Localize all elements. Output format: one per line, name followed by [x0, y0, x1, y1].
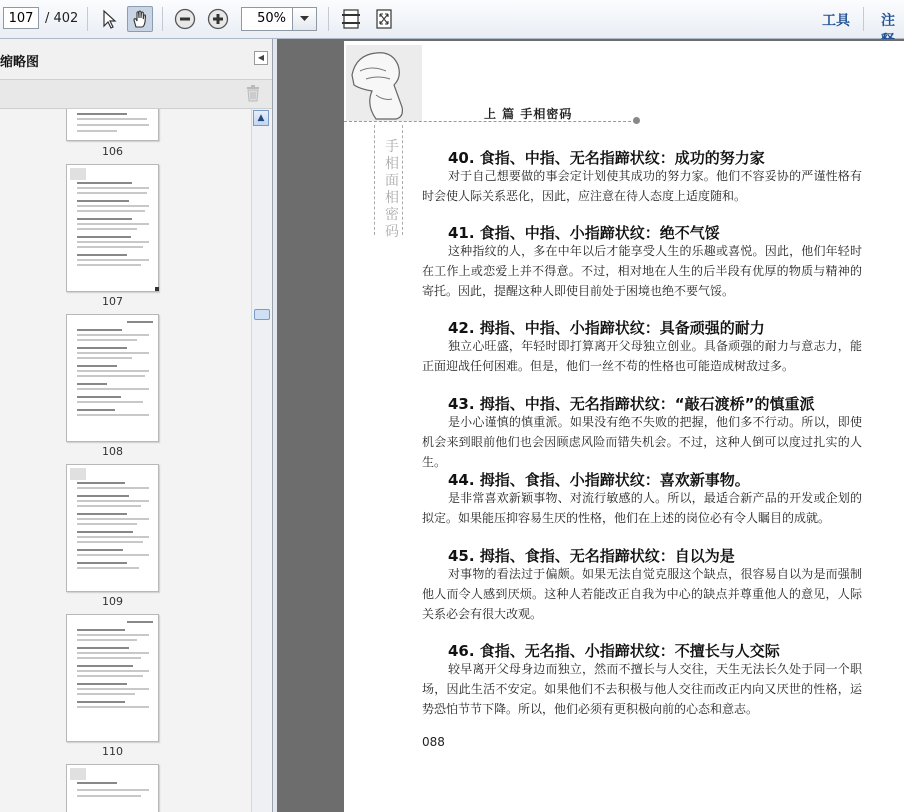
entry-body: 对事物的看法过于偏颇。如果无法自觉克服这个缺点，很容易自以为是而强制他人而令人感到厌烦。这种人若能改正自我为中心的缺点并尊重他人的意见，人际关系必会有很大改观。 — [422, 567, 862, 621]
thumbnail-list — [0, 109, 250, 812]
page-thumbnail[interactable] — [66, 614, 159, 742]
panel-header — [0, 39, 272, 80]
side-rule — [374, 125, 375, 235]
fit-page-icon — [341, 8, 361, 30]
thumbnail-label: 109 — [102, 595, 123, 608]
page-total-label: / 402 — [45, 11, 79, 26]
hand-icon — [131, 9, 149, 29]
thumbnail-label: 108 — [102, 445, 123, 458]
toolbar-divider — [162, 7, 163, 31]
chevron-down-icon — [300, 16, 309, 22]
entry-body: 较早离开父母身边而独立，然而不擅长与人交往，天生无法长久处于同一个职场，因此生活不安定。如果他们不去积极与他人交往而改正内向又厌世的性格，运势恐怕节节下降。所以，他们必须有更积极向前的心态和意志。 — [422, 662, 862, 716]
expand-icon — [374, 8, 394, 30]
hand-illustration — [346, 45, 422, 121]
fit-width-button[interactable] — [338, 6, 364, 32]
thumbnail-panel — [0, 39, 273, 812]
comment-link[interactable]: 注 — [881, 13, 895, 29]
document-view[interactable] — [277, 39, 904, 812]
entry-heading: 43. 拇指、中指、无名指蹄状纹：“敲石渡桥”的慎重派 — [448, 395, 815, 413]
full-screen-button[interactable] — [371, 6, 397, 32]
entry-heading: 41. 食指、中指、小指蹄状纹：绝不气馁 — [448, 224, 720, 242]
thumbnail-label: 110 — [102, 745, 123, 758]
entry-heading: 45. 拇指、食指、无名指蹄状纹：自以为是 — [448, 547, 735, 565]
hand-tool-button[interactable] — [127, 6, 153, 32]
panel-options-bar — [0, 80, 272, 109]
entry-heading: 46. 食指、无名指、小指蹄状纹：不擅长与人交际 — [448, 642, 780, 660]
entry-body: 是非常喜欢新颖事物、对流行敏感的人。所以，最适合新产品的开发或企划的拟定。如果能压抑容易生厌的性格，他们在上述的岗位必有令人瞩目的成就。 — [422, 491, 862, 525]
thumbnail-label: 107 — [102, 295, 123, 308]
header-rule — [344, 121, 636, 122]
pdf-page — [344, 41, 904, 812]
select-tool-button[interactable] — [96, 6, 122, 32]
zoom-out-icon — [174, 8, 196, 30]
page-thumbnail[interactable] — [66, 464, 159, 592]
page-thumbnail[interactable] — [66, 314, 159, 442]
zoom-level-input[interactable]: 50% — [241, 7, 293, 31]
running-header: 上 篇 手相密码 — [484, 107, 573, 121]
panel-title: 缩略图 — [0, 55, 40, 70]
zoom-in-button[interactable] — [205, 6, 231, 32]
toolbar — [0, 0, 904, 39]
tools-link[interactable]: 工具 — [822, 13, 850, 29]
entry-heading: 44. 拇指、食指、小指蹄状纹：喜欢新事物。 — [448, 471, 750, 489]
page-number-input[interactable]: 107 — [3, 7, 39, 29]
thumbnail-scrollbar[interactable] — [251, 109, 271, 812]
zoom-out-button[interactable] — [172, 6, 198, 32]
vertical-book-title: 手相面相密码 — [385, 139, 399, 240]
zoom-in-icon — [207, 8, 229, 30]
toolbar-divider — [863, 7, 864, 31]
page-thumbnail[interactable] — [66, 764, 159, 812]
page-number: 088 — [422, 735, 445, 749]
trash-icon[interactable] — [246, 85, 260, 102]
scroll-up-button[interactable]: ▲ — [253, 110, 269, 126]
scrollbar-thumb[interactable] — [254, 309, 270, 320]
entry-body: 对于自己想要做的事会定计划使其成功的努力家。他们不容妥协的严谨性格有时会使人际关系恶化，因此，应注意在待人态度上适度随和。 — [422, 169, 862, 203]
toolbar-divider — [87, 7, 88, 31]
entry-body: 是小心谨慎的慎重派。如果没有绝不失败的把握，他们多不行动。所以，即使机会来到眼前他们也会因顾虑风险而错失机会。不过，这种人倒可以度过扎实的人生。 — [422, 415, 862, 469]
page-thumbnail[interactable] — [66, 164, 159, 292]
entry-heading: 42. 拇指、中指、小指蹄状纹：具备顽强的耐力 — [448, 319, 765, 337]
side-rule — [402, 125, 403, 235]
entry-body: 独立心旺盛，年轻时即打算离开父母独立创业。具备顽强的耐力与意志力，能正面迎战任何困难。但是，他们一丝不苟的性格也可能造成树敌过多。 — [422, 339, 862, 373]
toolbar-divider — [328, 7, 329, 31]
entry-heading: 40. 食指、中指、无名指蹄状纹：成功的努力家 — [448, 149, 765, 167]
cursor-arrow-icon — [100, 9, 118, 29]
page-thumbnail[interactable] — [66, 109, 159, 141]
zoom-dropdown-button[interactable] — [293, 7, 317, 31]
thumbnail-label: 106 — [102, 145, 123, 158]
header-dot — [633, 117, 640, 124]
collapse-panel-button[interactable]: ◀ — [254, 51, 268, 65]
entry-body: 这种指纹的人，多在中年以后才能享受人生的乐趣或喜悦。因此，他们年轻时在工作上或恋爱上并不得意。不过，相对地在人生的后半段有优厚的物质与精神的寄托。因此，提醒这种人即使目前处于困境也绝不要气馁。 — [422, 244, 862, 298]
